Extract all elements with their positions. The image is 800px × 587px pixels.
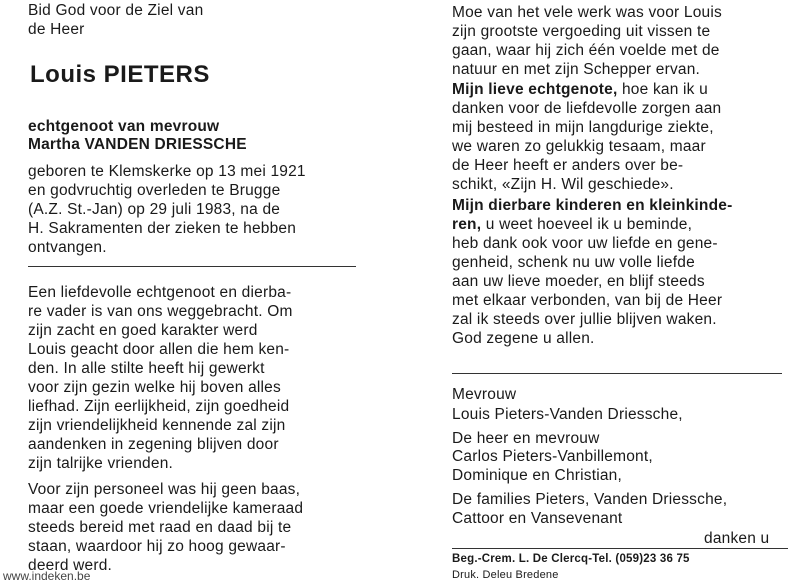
text-line: zijn vriendelijkheid kennende zal zijn [28, 417, 286, 434]
text-line: genheid, schenk nu uw volle liefde [452, 254, 695, 271]
text-line: maar een goede vriendelijke kameraad [28, 500, 304, 517]
text-span: hoe kan ik u [617, 81, 708, 98]
text-line: staan, waardoor hij zo hoog gewaar- [28, 538, 286, 555]
text-line: mij besteed in mijn langdurige ziekte, [452, 119, 714, 136]
text-line: de Heer heeft er anders over be- [452, 157, 684, 174]
text-line: gaan, waar hij zich één voelde met de [452, 42, 720, 59]
divider [452, 373, 782, 374]
bold-address: Mijn lieve echtgenote, [452, 81, 618, 98]
text-line: zijn zacht en goed karakter werd [28, 322, 258, 339]
text-line: steeds bereid met raad en daad bij te [28, 519, 292, 536]
spouse-intro: echtgenoot van mevrouw [28, 118, 220, 135]
printer-credit: Beg.-Crem. L. De Clercq-Tel. (059)23 36 75 [452, 553, 690, 565]
text-line: aan uw lieve moeder, en blijf steeds [452, 273, 705, 290]
text-line: Louis geacht door allen die hem ken- [28, 341, 290, 358]
family-line: Dominique en Christian, [452, 467, 623, 484]
watermark: www.indeken.be [3, 569, 91, 583]
text-line: zal ik steeds over jullie blijven waken. [452, 311, 717, 328]
family-line: De families Pieters, Vanden Driessche, [452, 491, 728, 508]
text-line: God zegene u allen. [452, 330, 595, 347]
text-line: natuur en met zijn Schepper ervan. [452, 61, 701, 78]
divider [452, 548, 788, 549]
bold-address: Mijn dierbare kinderen en kleinkinde- [452, 197, 733, 214]
text-line: we waren zo gelukkig tesaam, maar [452, 138, 706, 155]
birth-line: H. Sakramenten der zieken te hebben [28, 220, 297, 237]
text-line: voor zijn gezin welke hij boven alles [28, 379, 281, 396]
prayer-line-1: Bid God voor de Ziel van [28, 2, 204, 19]
deceased-name: Louis PIETERS [30, 61, 210, 88]
text-line: den. In alle stilte heeft hij gewerkt [28, 360, 265, 377]
birth-line: en godvruchtig overleden te Brugge [28, 182, 281, 199]
spouse-name: Martha VANDEN DRIESSCHE [28, 136, 247, 153]
text-line: zijn talrijke vrienden. [28, 455, 174, 472]
text-line: Moe van het vele werk was voor Louis [452, 4, 722, 21]
divider [28, 266, 356, 267]
family-line: Carlos Pieters-Vanbillemont, [452, 448, 653, 465]
family-line: Cattoor en Vansevenant [452, 510, 623, 527]
text-line: met elkaar verbonden, van bij de Heer [452, 292, 723, 309]
text-line: danken voor de liefdevolle zorgen aan [452, 100, 722, 117]
text-line: Voor zijn personeel was hij geen baas, [28, 481, 301, 498]
text-line: heb dank ook voor uw liefde en gene- [452, 235, 718, 252]
birth-line: (A.Z. St.-Jan) op 29 juli 1983, na de [28, 201, 281, 218]
bold-address: ren, [452, 216, 482, 233]
text-span: u weet hoeveel ik u beminde, [481, 216, 693, 233]
closing-thanks: danken u [704, 530, 770, 547]
printer-credit-2: Druk. Deleu Bredene [452, 569, 559, 581]
text-line [452, 216, 692, 234]
text-line: schikt, «Zijn H. Wil geschiede». [452, 176, 674, 193]
prayer-line-2: de Heer [28, 21, 85, 38]
text-line: deerd werd. [28, 557, 113, 574]
family-line: Louis Pieters-Vanden Driessche, [452, 406, 683, 423]
text-line: zijn grootste vergoeding uit vissen te [452, 23, 711, 40]
family-line: Mevrouw [452, 386, 517, 403]
family-line: De heer en mevrouw [452, 430, 600, 447]
text-line [452, 81, 708, 99]
text-line: aandenken in zegening blijven door [28, 436, 279, 453]
text-line: liefhad. Zijn eerlijkheid, zijn goedheid [28, 398, 290, 415]
birth-line: ontvangen. [28, 239, 107, 256]
text-line: re vader is van ons weggebracht. Om [28, 303, 293, 320]
birth-line: geboren te Klemskerke op 13 mei 1921 [28, 163, 306, 180]
text-line: Een liefdevolle echtgenoot en dierba- [28, 284, 292, 301]
